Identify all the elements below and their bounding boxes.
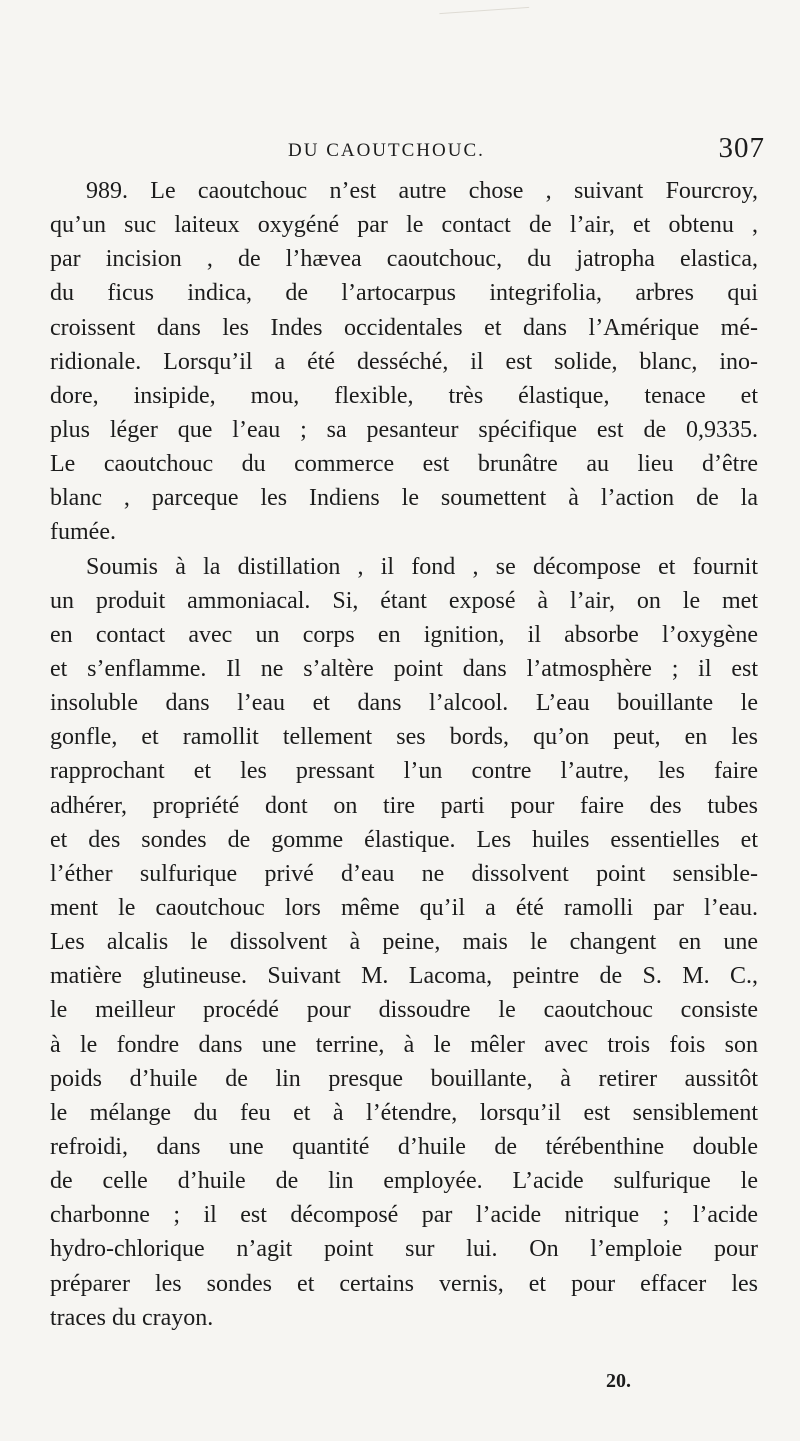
text-line: fumée. — [50, 519, 116, 546]
text-line: du ficus indica, de l’artocarpus integrifolia, arbres qui — [50, 280, 758, 307]
text-line: l’éther sulfurique privé d’eau ne dissolvent point sensible- — [50, 860, 758, 887]
running-title: DU CAOUTCHOUC. — [288, 140, 485, 161]
text-line: le mélange du feu et à l’étendre, lorsqu’il est sensiblement — [50, 1099, 758, 1126]
text-line: Soumis à la distillation , il fond , se décompose et fournit — [86, 553, 758, 580]
text-line: qu’un suc laiteux oxygéné par le contact de l’air, et obtenu , — [50, 212, 758, 239]
text-line: de celle d’huile de lin employée. L’acide sulfurique le — [50, 1168, 758, 1195]
text-line: refroidi, dans une quantité d’huile de térébenthine double — [50, 1133, 758, 1160]
text-line: traces du crayon. — [50, 1304, 214, 1331]
body-text — [50, 174, 758, 1335]
running-head — [50, 132, 765, 168]
text-line: adhérer, propriété dont on tire parti pour faire des tubes — [50, 792, 758, 819]
text-line: et s’enflamme. Il ne s’altère point dans l’atmosphère ; il est — [50, 655, 758, 682]
bleed-through-mark — [439, 7, 530, 34]
text-line: un produit ammoniacal. Si, étant exposé à l’air, on le met — [50, 587, 758, 614]
text-line: 989. Le caoutchouc n’est autre chose , suivant Fourcroy, — [86, 178, 758, 204]
text-line: préparer les sondes et certains vernis, et pour effacer les — [50, 1270, 758, 1297]
text-line: plus léger que l’eau ; sa pesanteur spécifique est de 0,9335. — [50, 416, 758, 443]
signature-mark: 20. — [606, 1370, 631, 1392]
text-line: dore, insipide, mou, flexible, très élastique, tenace et — [50, 382, 758, 409]
text-line: poids d’huile de lin presque bouillante, à retirer aussitôt — [50, 1065, 758, 1092]
text-line: croissent dans les Indes occidentales et dans l’Amérique mé- — [50, 314, 758, 341]
text-line: blanc , parceque les Indiens le soumettent à l’action de la — [50, 485, 758, 512]
page-number: 307 — [718, 132, 765, 164]
text-line: hydro-chlorique n’agit point sur lui. On l’emploie pour — [50, 1236, 758, 1263]
text-line: rapprochant et les pressant l’un contre l’autre, les faire — [50, 758, 758, 785]
text-line: gonfle, et ramollit tellement ses bords, qu’on peut, en les — [50, 724, 758, 751]
text-line: charbonne ; il est décomposé par l’acide nitrique ; l’acide — [50, 1202, 758, 1229]
text-line: ment le caoutchouc lors même qu’il a été ramolli par l’eau. — [50, 894, 758, 921]
text-line: et des sondes de gomme élastique. Les huiles essentielles et — [50, 826, 758, 853]
text-line: insoluble dans l’eau et dans l’alcool. L’eau bouillante le — [50, 690, 758, 717]
text-line: par incision , de l’hævea caoutchouc, du jatropha elastica, — [50, 246, 758, 273]
text-line: en contact avec un corps en ignition, il absorbe l’oxygène — [50, 621, 758, 648]
text-line: ridionale. Lorsqu’il a été desséché, il est solide, blanc, ino- — [50, 348, 758, 375]
text-line: le meilleur procédé pour dissoudre le caoutchouc consiste — [50, 997, 758, 1024]
text-line: Le caoutchouc du commerce est brunâtre au lieu d’être — [50, 451, 758, 478]
text-line: Les alcalis le dissolvent à peine, mais le changent en une — [50, 929, 758, 956]
text-line: matière glutineuse. Suivant M. Lacoma, peintre de S. M. C., — [50, 963, 758, 990]
text-line: à le fondre dans une terrine, à le mêler avec trois fois son — [50, 1031, 758, 1058]
